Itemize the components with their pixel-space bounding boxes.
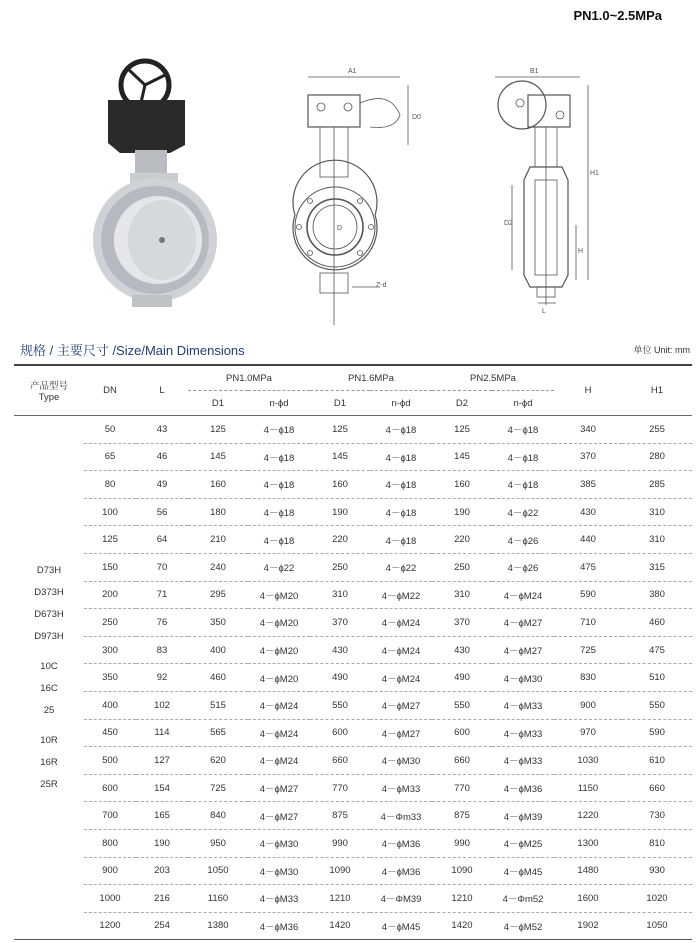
table-cell: 64: [136, 526, 188, 554]
table-cell: 1050: [188, 857, 248, 885]
table-row: [14, 553, 692, 581]
table-cell: 370: [432, 609, 492, 637]
table-cell: 4－ϕM25: [492, 829, 554, 857]
table-cell: 4－ϕ18: [248, 498, 310, 526]
table-cell: 1210: [310, 885, 370, 913]
table-cell: 4－ϕ18: [248, 416, 310, 444]
table-cell: 4－ϕM36: [248, 912, 310, 940]
table-cell: 100: [84, 498, 136, 526]
table-cell: 4－ϕ18: [370, 471, 432, 499]
valve-illustrations: [90, 55, 650, 325]
table-cell: 165: [136, 802, 188, 830]
table-cell: 460: [622, 609, 692, 637]
table-cell: 315: [622, 553, 692, 581]
table-cell: 4－ϕM36: [370, 857, 432, 885]
table-row: [14, 857, 692, 885]
table-cell: 4－ϕ18: [492, 471, 554, 499]
table-cell: 127: [136, 747, 188, 775]
table-cell: 4－ϕ18: [492, 443, 554, 471]
table-cell: 125: [310, 416, 370, 444]
table-cell: 875: [432, 802, 492, 830]
table-cell: 460: [188, 664, 248, 692]
table-cell: 220: [310, 526, 370, 554]
table-cell: 4－ϕM24: [370, 609, 432, 637]
table-cell: 830: [554, 664, 622, 692]
table-cell: 4－ϕ18: [248, 471, 310, 499]
table-cell: 385: [554, 471, 622, 499]
table-cell: 65: [84, 443, 136, 471]
dim-label: H: [578, 248, 584, 255]
table-cell: 250: [310, 553, 370, 581]
table-cell: 340: [554, 416, 622, 444]
table-cell: 4－ϕM33: [370, 774, 432, 802]
table-cell: 4－ϕ18: [248, 443, 310, 471]
type-code: 25: [43, 704, 55, 716]
type-code: D373H: [34, 586, 64, 598]
front-view-drawing: [293, 68, 421, 325]
table-row: [14, 471, 692, 499]
sub-header: D1: [310, 391, 370, 416]
table-cell: 430: [310, 636, 370, 664]
table-cell: 4－ϕM33: [492, 691, 554, 719]
table-row: [14, 581, 692, 609]
dim-label: Z-d: [376, 282, 387, 289]
table-cell: 475: [554, 553, 622, 581]
table-cell: 70: [136, 553, 188, 581]
table-cell: 725: [188, 774, 248, 802]
sub-header: D1: [188, 391, 248, 416]
table-cell: 4－Φm33: [370, 802, 432, 830]
table-cell: 4－ϕM33: [492, 719, 554, 747]
table-row: [14, 526, 692, 554]
pressure-range-title: PN1.0~2.5MPa: [573, 8, 662, 23]
table-cell: 4－ΦM39: [370, 885, 432, 913]
section-title: 规格 / 主要尺寸 /Size/Main Dimensions: [20, 343, 245, 358]
valve-photo: [93, 61, 217, 307]
table-cell: 4－ϕM24: [370, 636, 432, 664]
pn16-header: PN1.6MPa: [310, 366, 432, 391]
table-cell: 255: [622, 416, 692, 444]
table-cell: 4－ϕ18: [370, 526, 432, 554]
table-cell: 590: [622, 719, 692, 747]
table-cell: 4－Φm52: [492, 885, 554, 913]
table-cell: 4－ϕM24: [248, 719, 310, 747]
table-cell: 4－ϕM39: [492, 802, 554, 830]
table-cell: 1300: [554, 829, 622, 857]
type-code: 16R: [40, 756, 58, 768]
table-cell: 4－ϕM27: [370, 691, 432, 719]
table-cell: 875: [310, 802, 370, 830]
dim-label: D0: [412, 114, 421, 121]
table-cell: 4－ϕ18: [370, 443, 432, 471]
dim-label: B1: [530, 68, 539, 75]
sub-header: n-ϕd: [492, 391, 554, 416]
table-cell: 49: [136, 471, 188, 499]
table-cell: 150: [84, 553, 136, 581]
table-cell: 1210: [432, 885, 492, 913]
table-cell: 4－ϕM45: [492, 857, 554, 885]
table-cell: 990: [432, 829, 492, 857]
h-header: H: [554, 366, 622, 416]
table-cell: 770: [432, 774, 492, 802]
table-cell: 1420: [310, 912, 370, 940]
table-cell: 1420: [432, 912, 492, 940]
table-cell: 4－ϕM20: [248, 664, 310, 692]
table-cell: 160: [310, 471, 370, 499]
table-cell: 310: [622, 498, 692, 526]
table-cell: 430: [432, 636, 492, 664]
table-cell: 660: [432, 747, 492, 775]
table-cell: 190: [432, 498, 492, 526]
table-cell: 295: [188, 581, 248, 609]
table-cell: 4－ϕM30: [492, 664, 554, 692]
table-row: [14, 912, 692, 940]
table-cell: 160: [188, 471, 248, 499]
table-cell: 565: [188, 719, 248, 747]
table-cell: 350: [188, 609, 248, 637]
table-cell: 4－ϕM45: [370, 912, 432, 940]
table-cell: 114: [136, 719, 188, 747]
table-cell: 200: [84, 581, 136, 609]
dn-header: DN: [84, 366, 136, 416]
table-cell: 500: [84, 747, 136, 775]
table-cell: 430: [554, 498, 622, 526]
table-row: [14, 829, 692, 857]
table-cell: 4－ϕM27: [248, 802, 310, 830]
table-cell: 600: [310, 719, 370, 747]
table-cell: 125: [84, 526, 136, 554]
table-cell: 250: [432, 553, 492, 581]
table-cell: 125: [432, 416, 492, 444]
type-code: D973H: [34, 630, 64, 642]
table-cell: 1030: [554, 747, 622, 775]
table-cell: 600: [84, 774, 136, 802]
table-cell: 190: [136, 829, 188, 857]
table-cell: 4－ϕ26: [492, 553, 554, 581]
table-cell: 900: [84, 857, 136, 885]
table-cell: 550: [622, 691, 692, 719]
table-cell: 990: [310, 829, 370, 857]
table-cell: 730: [622, 802, 692, 830]
table-cell: 4－ϕ22: [492, 498, 554, 526]
type-cell: [14, 416, 84, 940]
table-cell: 4－ϕM33: [492, 747, 554, 775]
table-cell: 725: [554, 636, 622, 664]
table-cell: 310: [622, 526, 692, 554]
table-cell: 1600: [554, 885, 622, 913]
table-cell: 810: [622, 829, 692, 857]
table-cell: 210: [188, 526, 248, 554]
type-group: [14, 656, 84, 722]
table-cell: 145: [188, 443, 248, 471]
table-cell: 4－ϕM24: [370, 664, 432, 692]
pn10-header: PN1.0MPa: [188, 366, 310, 391]
table-cell: 550: [310, 691, 370, 719]
table-cell: 550: [432, 691, 492, 719]
table-cell: 4－ϕM27: [492, 636, 554, 664]
table-cell: 1150: [554, 774, 622, 802]
table-cell: 400: [188, 636, 248, 664]
table-cell: 370: [554, 443, 622, 471]
table-cell: 600: [432, 719, 492, 747]
table-body: [14, 416, 692, 940]
table-cell: 660: [622, 774, 692, 802]
table-cell: 4－ϕM30: [370, 747, 432, 775]
table-cell: 1220: [554, 802, 622, 830]
table-cell: 4－ϕM33: [248, 885, 310, 913]
table-cell: 620: [188, 747, 248, 775]
table-cell: 4－ϕM30: [248, 829, 310, 857]
table-cell: 4－ϕ26: [492, 526, 554, 554]
table-cell: 4－ϕ18: [370, 498, 432, 526]
table-cell: 710: [554, 609, 622, 637]
table-cell: 490: [432, 664, 492, 692]
table-row: [14, 774, 692, 802]
table-cell: 254: [136, 912, 188, 940]
table-cell: 4－ϕM27: [248, 774, 310, 802]
table-cell: 310: [310, 581, 370, 609]
table-cell: 950: [188, 829, 248, 857]
table-row: [14, 885, 692, 913]
table-row: [14, 664, 692, 692]
type-code: 10R: [40, 734, 58, 746]
table-cell: 800: [84, 829, 136, 857]
table-cell: 4－ϕM24: [248, 691, 310, 719]
dim-label: A1: [348, 68, 357, 75]
table-cell: 4－ϕM24: [492, 581, 554, 609]
dim-label: L: [542, 308, 546, 315]
table-cell: 71: [136, 581, 188, 609]
table-cell: 216: [136, 885, 188, 913]
table-cell: 1050: [622, 912, 692, 940]
table-cell: 83: [136, 636, 188, 664]
table-cell: 1090: [432, 857, 492, 885]
table-cell: 490: [310, 664, 370, 692]
table-cell: 56: [136, 498, 188, 526]
table-cell: 4－ϕ18: [492, 416, 554, 444]
table-cell: 1000: [84, 885, 136, 913]
table-cell: 1020: [622, 885, 692, 913]
table-cell: 4－ϕ18: [248, 526, 310, 554]
table-cell: 660: [310, 747, 370, 775]
table-cell: 4－ϕ18: [370, 416, 432, 444]
table-cell: 180: [188, 498, 248, 526]
table-cell: 4－ϕM22: [370, 581, 432, 609]
dim-label: D: [337, 225, 343, 232]
table-cell: 250: [84, 609, 136, 637]
table-row: [14, 636, 692, 664]
table-cell: 1380: [188, 912, 248, 940]
table-cell: 203: [136, 857, 188, 885]
table-cell: 160: [432, 471, 492, 499]
table-cell: 700: [84, 802, 136, 830]
table-cell: 4－ϕM36: [492, 774, 554, 802]
table-cell: 46: [136, 443, 188, 471]
table-cell: 220: [432, 526, 492, 554]
dimensions-table: [14, 366, 692, 940]
table-cell: 4－ϕ22: [370, 553, 432, 581]
type-group: [14, 560, 84, 648]
type-header-cn: 产品型号: [29, 381, 68, 392]
dim-label: H1: [590, 170, 599, 177]
table-row: [14, 498, 692, 526]
table-cell: 280: [622, 443, 692, 471]
l-header: L: [136, 366, 188, 416]
table-cell: 4－ϕM52: [492, 912, 554, 940]
table-cell: 1160: [188, 885, 248, 913]
table-cell: 92: [136, 664, 188, 692]
table-row: [14, 719, 692, 747]
table-cell: 285: [622, 471, 692, 499]
table-cell: 370: [310, 609, 370, 637]
table-cell: 4－ϕM27: [370, 719, 432, 747]
type-header-en: Type: [38, 392, 60, 403]
table-cell: 1200: [84, 912, 136, 940]
sub-header: n-ϕd: [370, 391, 432, 416]
table-cell: 1902: [554, 912, 622, 940]
table-cell: 475: [622, 636, 692, 664]
table-cell: 4－ϕM30: [248, 857, 310, 885]
type-group: [14, 730, 84, 796]
table-cell: 50: [84, 416, 136, 444]
table-cell: 510: [622, 664, 692, 692]
table-cell: 400: [84, 691, 136, 719]
type-code: 16C: [40, 682, 58, 694]
table-cell: 4－ϕM20: [248, 636, 310, 664]
type-code: 25R: [40, 778, 58, 790]
table-row: [14, 416, 692, 444]
side-view-drawing: [495, 68, 599, 315]
table-cell: 900: [554, 691, 622, 719]
table-row: [14, 802, 692, 830]
table-cell: 240: [188, 553, 248, 581]
table-cell: 515: [188, 691, 248, 719]
table-cell: 310: [432, 581, 492, 609]
table-cell: 450: [84, 719, 136, 747]
dim-label: D2: [504, 220, 513, 227]
table-cell: 154: [136, 774, 188, 802]
table-cell: 4－ϕM24: [248, 747, 310, 775]
h1-header: H1: [622, 366, 692, 416]
table-cell: 125: [188, 416, 248, 444]
table-cell: 4－ϕM20: [248, 609, 310, 637]
table-cell: 80: [84, 471, 136, 499]
table-cell: 770: [310, 774, 370, 802]
table-cell: 440: [554, 526, 622, 554]
table-cell: 102: [136, 691, 188, 719]
table-cell: 380: [622, 581, 692, 609]
table-row: [14, 443, 692, 471]
table-cell: 43: [136, 416, 188, 444]
table-cell: 970: [554, 719, 622, 747]
table-cell: 1090: [310, 857, 370, 885]
table-cell: 4－ϕM27: [492, 609, 554, 637]
table-row: [14, 691, 692, 719]
sub-header: D2: [432, 391, 492, 416]
table-cell: 930: [622, 857, 692, 885]
type-code: 10C: [40, 660, 58, 672]
table-cell: 145: [310, 443, 370, 471]
table-row: [14, 747, 692, 775]
type-header: [14, 366, 84, 416]
sub-header: n-ϕd: [248, 391, 310, 416]
table-cell: 145: [432, 443, 492, 471]
table-cell: 1480: [554, 857, 622, 885]
type-code: D673H: [34, 608, 64, 620]
table-cell: 350: [84, 664, 136, 692]
table-cell: 76: [136, 609, 188, 637]
pn25-header: PN2.5MPa: [432, 366, 554, 391]
unit-label: 单位 Unit: mm: [633, 345, 690, 355]
table-cell: 190: [310, 498, 370, 526]
table-cell: 590: [554, 581, 622, 609]
table-cell: 300: [84, 636, 136, 664]
table-cell: 4－ϕM36: [370, 829, 432, 857]
table-row: [14, 609, 692, 637]
table-cell: 4－ϕM20: [248, 581, 310, 609]
table-cell: 840: [188, 802, 248, 830]
table-cell: 4－ϕ22: [248, 553, 310, 581]
type-code: D73H: [36, 564, 62, 576]
table-cell: 610: [622, 747, 692, 775]
